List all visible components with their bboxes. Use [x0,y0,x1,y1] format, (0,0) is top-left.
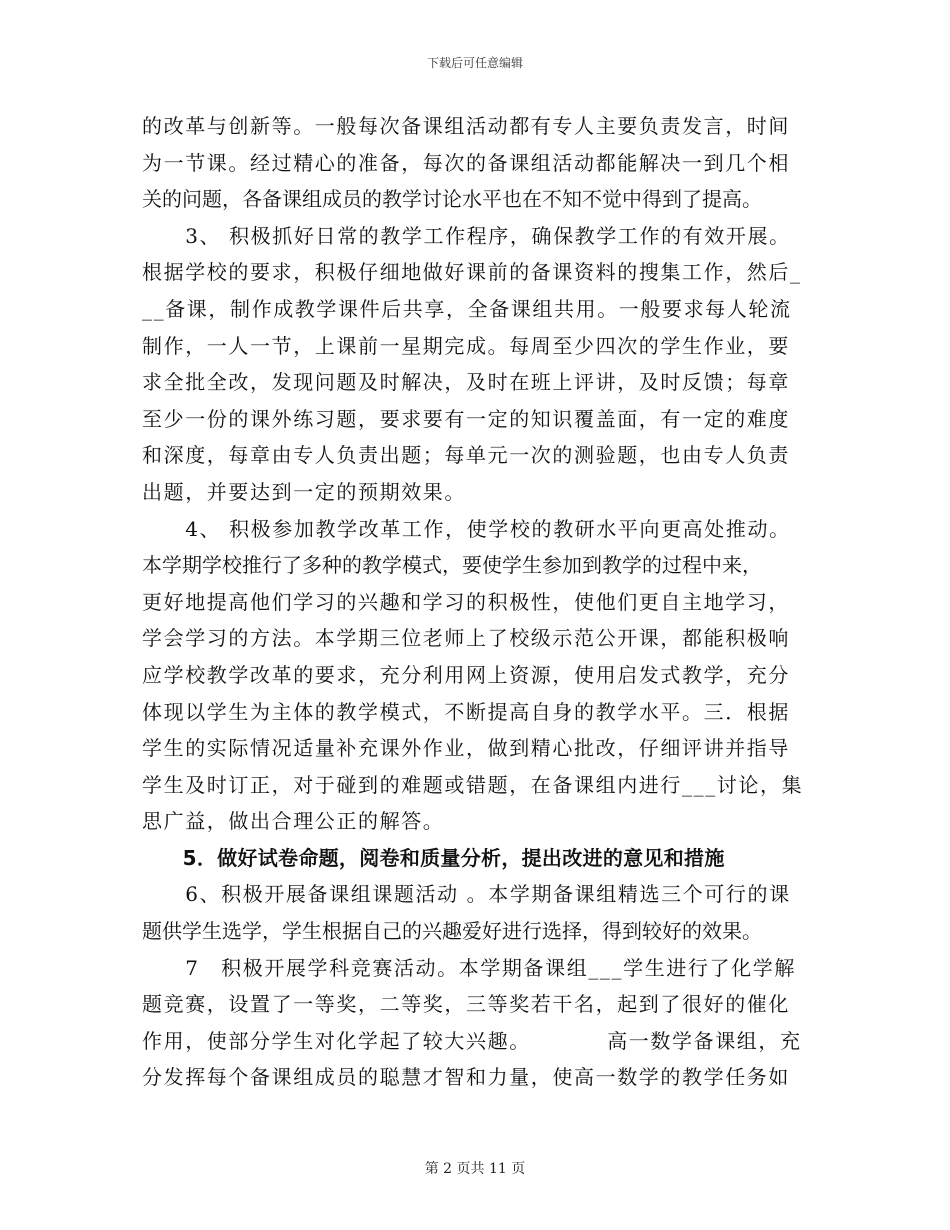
body-text-line: 思广益，做出合理公正的解答。 [142,809,445,834]
body-text-line: 体现以学生为主体的教学模式，不断提高自身的教学水平。三．根据 [142,699,790,724]
document-body [142,108,810,1096]
body-text-line: 6、积极开展备课组课题活动 。本学期备课组精选三个可行的课 [142,882,791,907]
body-text-line: 3、 积极抓好日常的教学工作程序，确保教学工作的有效开展。 [142,223,791,248]
body-text-line: 学生的实际情况适量补充课外作业，做到精心批改，仔细评讲并指导 [142,736,790,761]
body-text-line: 和深度，每章由专人负责出题；每单元一次的测验题，也由专人负责 [142,443,790,468]
body-text-line: 题供学生选学，学生根据自己的兴趣爱好进行选择，得到较好的效果。 [142,919,762,944]
body-text-line: 分发挥每个备课组成员的聪慧才智和力量，使高一数学的教学任务如 [142,1065,790,1090]
body-text-line: 题竞赛，设置了一等奖，二等奖，三等奖若干名，起到了很好的催化 [142,992,790,1017]
body-text-line: 7 积极开展学科竞赛活动。本学期备课组___学生进行了化学解 [142,955,796,980]
body-text-line: 至少一份的课外练习题，要求要有一定的知识覆盖面，有一定的难度 [142,406,790,431]
body-text-line: 更好地提高他们学习的兴趣和学习的积极性，使他们更自主地学习， [142,589,790,614]
body-text-line: 为一节课。经过精心的准备，每次的备课组活动都能解决一到几个相 [142,150,790,175]
body-text-line: 学会学习的方法。本学期三位老师上了校级示范公开课，都能积极响 [142,626,790,651]
body-text-line: 出题，并要达到一定的预期效果。 [142,479,466,504]
body-text-line: 本学期学校推行了多种的教学模式，要使学生参加到教学的过程中来， [142,553,762,578]
body-text-line: __备课，制作成教学课件后共享，全备课组共用。一般要求每人轮流 [142,296,792,321]
body-text-line: 4、 积极参加教学改革工作，使学校的教研水平向更高处推动。 [142,516,791,541]
body-text-line: 根据学校的要求，积极仔细地做好课前的备课资料的搜集工作，然后_ [142,260,802,285]
body-text-line: 制作，一人一节，上课前一星期完成。每周至少四次的学生作业，要 [142,333,790,358]
body-text-line: 学生及时订正，对于碰到的难题或错题，在备课组内进行___讨论，集 [142,772,804,797]
body-text-line: 作用，使部分学生对化学起了较大兴趣。 高一数学备课组，充 [142,1028,802,1053]
body-text-line: 关的问题，各备课组成员的教学讨论水平也在不知不觉中得到了提高。 [142,187,762,212]
body-text-line: 应学校教学改革的要求，充分利用网上资源，使用启发式教学，充分 [142,662,790,687]
body-text-line: 求全批全改，发现问题及时解决，及时在班上评讲，及时反馈；每章 [142,370,790,395]
page-header: 下载后可任意编辑 [426,56,523,70]
body-text-line: 的改革与创新等。一般每次备课组活动都有专人主要负责发言，时间 [142,114,790,138]
section-heading-line: 5．做好试卷命题，阅卷和质量分析，提出改进的意见和措施 [142,845,725,870]
page-footer: 第 2 页共 11 页 [424,1161,526,1177]
